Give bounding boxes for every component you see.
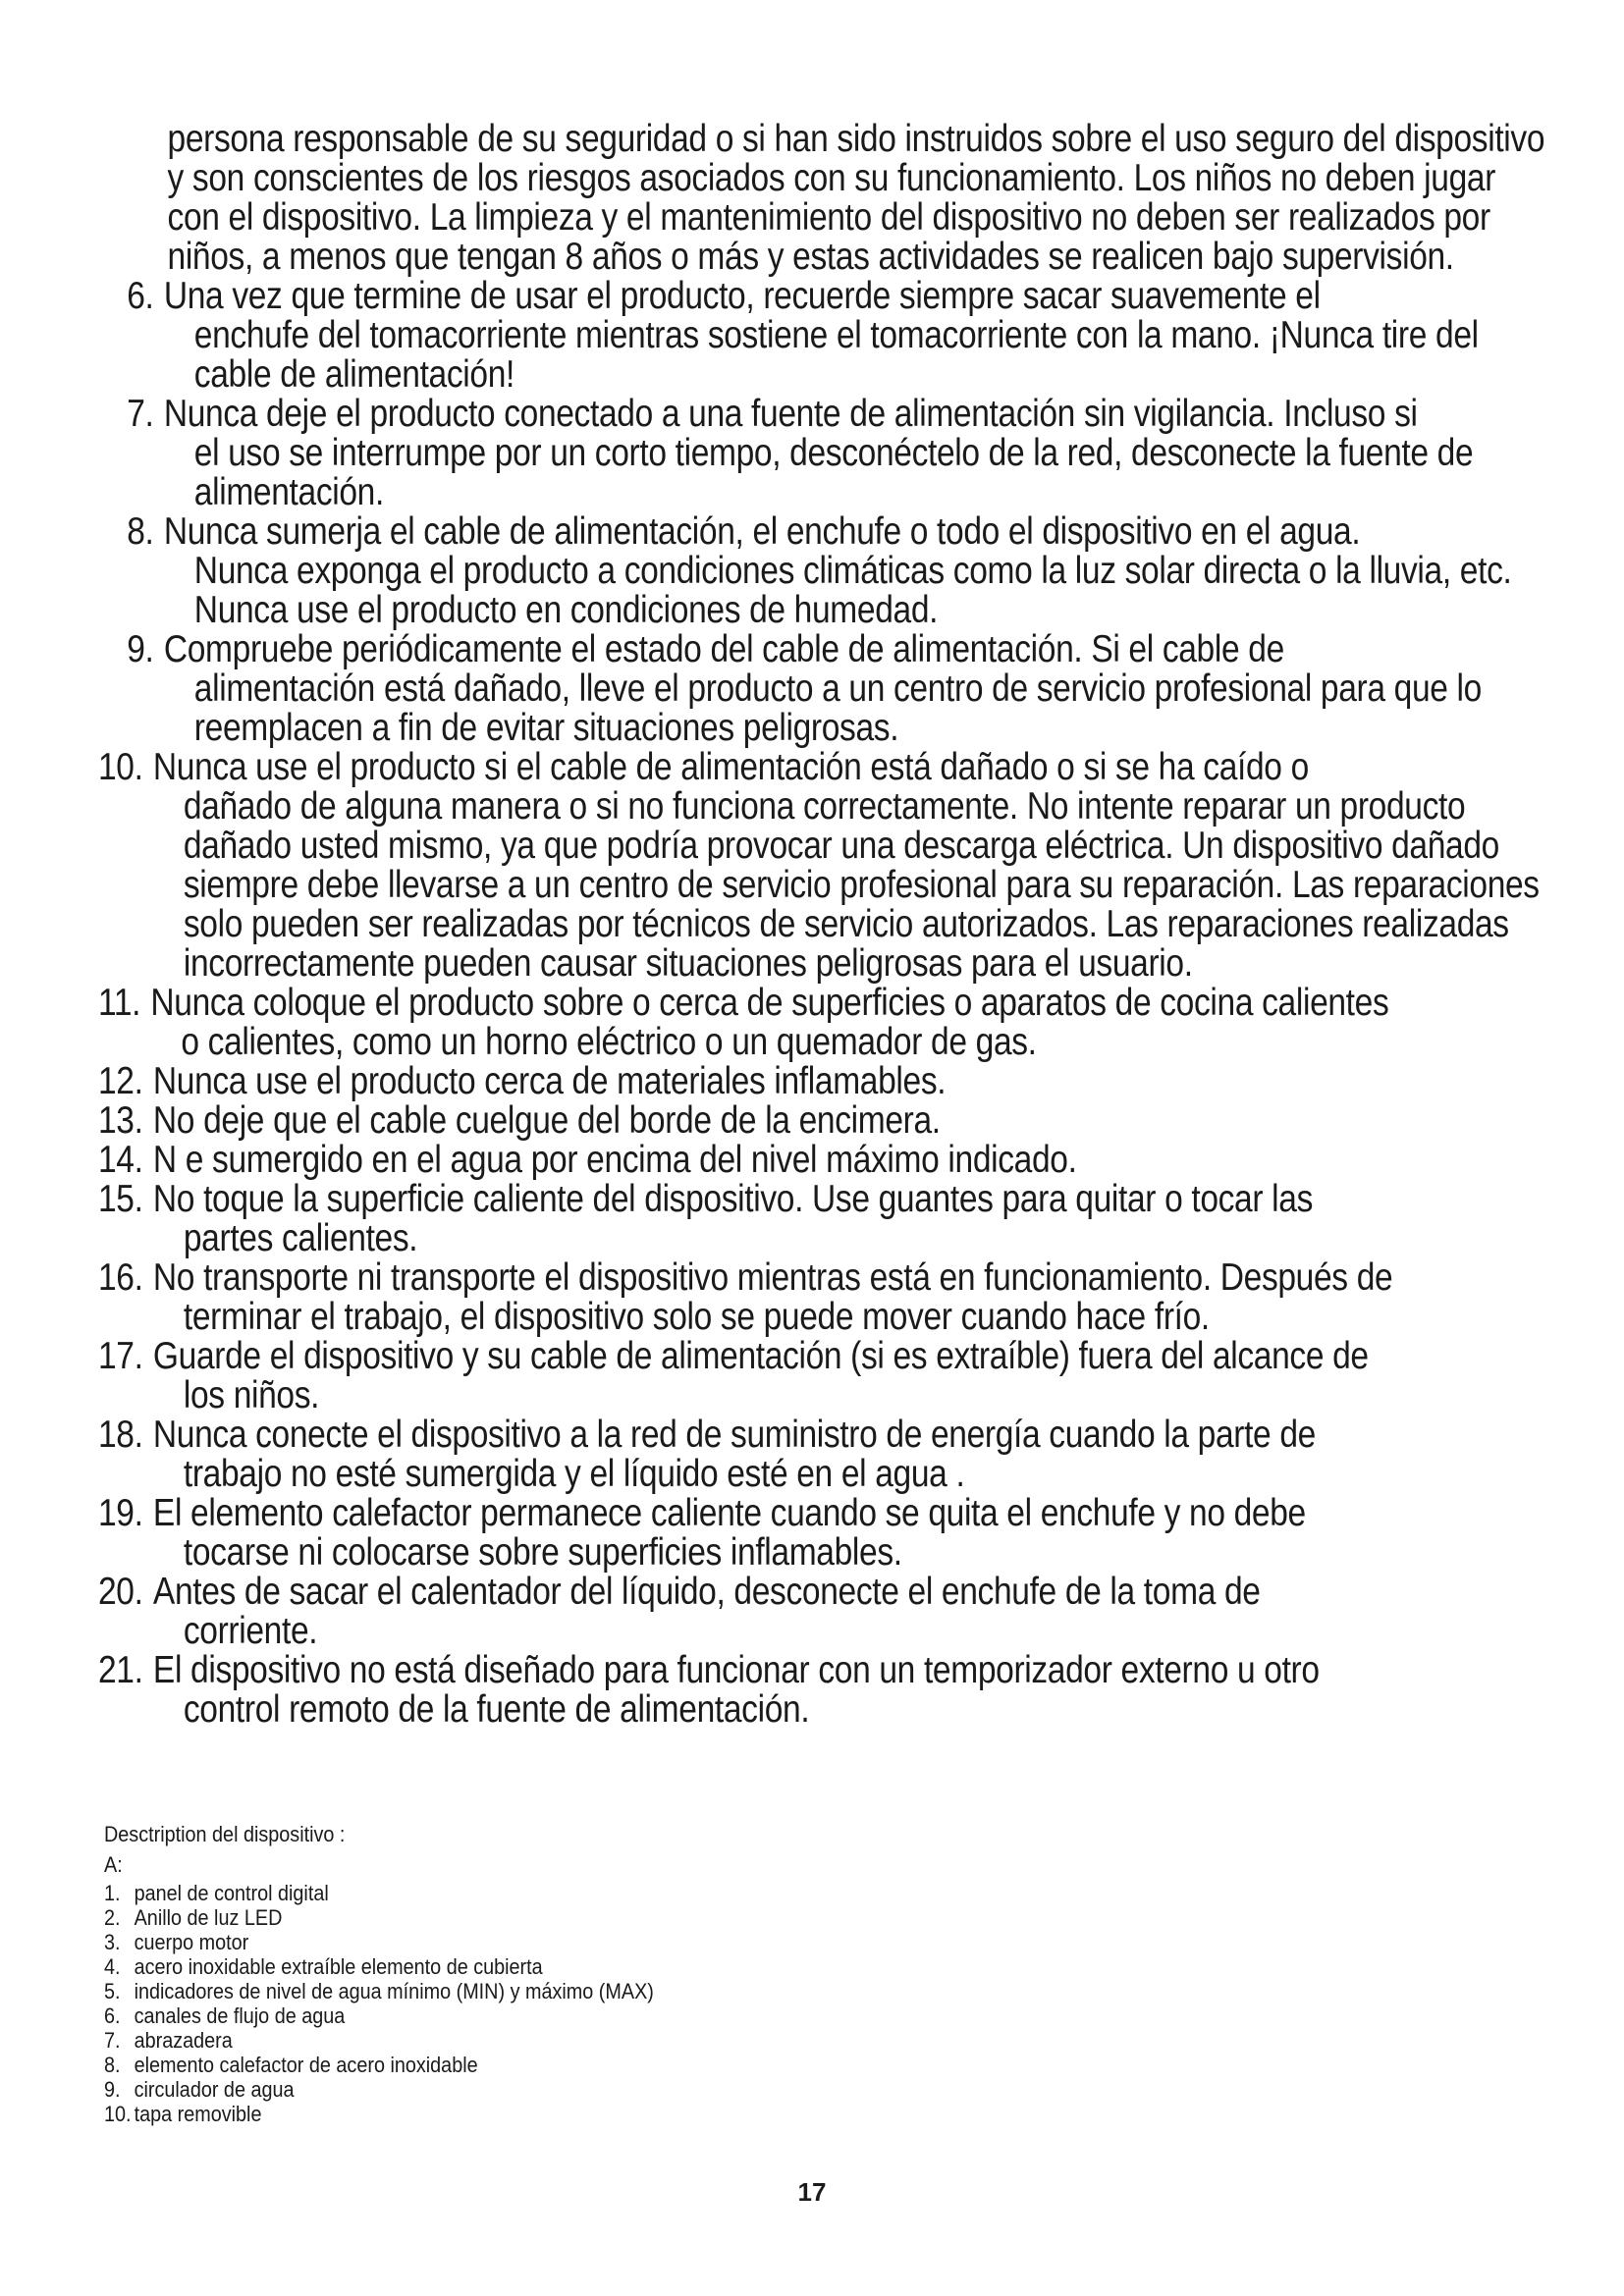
part-list-item (104, 2003, 654, 2028)
part-label: tapa removible (134, 2102, 262, 2126)
instruction-first-line: El dispositivo no está diseñado para funcionar con un temporizador externo u otro (152, 1649, 1320, 1691)
instruction-number: 13. (98, 1099, 143, 1142)
instruction-text (153, 1180, 1550, 1258)
part-label: cuerpo motor (134, 1930, 249, 1954)
instruction-first-line: Guarde el dispositivo y su cable de alimentación (si es extraíble) fuera del alcance de (152, 1335, 1369, 1377)
instruction-text (153, 1651, 1550, 1730)
part-list-item (104, 1881, 654, 1905)
instruction-number: 9. (127, 628, 154, 670)
instruction-number: 8. (127, 510, 154, 553)
instruction-text (153, 1415, 1550, 1494)
instruction-first-line: No transporte ni transporte el dispositivo mientras está en funcionamiento. Después de (152, 1256, 1393, 1299)
instruction-item (98, 512, 1550, 630)
page-number: 17 (797, 2177, 827, 2207)
instruction-number: 20. (98, 1571, 143, 1613)
instruction-item (98, 1062, 1550, 1101)
instruction-continuation: alimentación está dañado, lleve el producto a un centro de servicio profesional para que lo reemplacen a fin de evitar situaciones peligrosas. (193, 667, 1482, 749)
instruction-first-line: Nunca use el producto cerca de materiales inflamables. (152, 1060, 947, 1102)
part-list-item (104, 2028, 654, 2053)
instruction-first-line: Nunca sumerja el cable de alimentación, el enchufe o todo el dispositivo en el agua. (163, 510, 1361, 553)
instruction-item (98, 1494, 1550, 1573)
instruction-item (98, 984, 1550, 1062)
part-number: 8. (104, 2053, 121, 2077)
instruction-text (153, 1573, 1550, 1651)
part-label: acero inoxidable extraíble elemento de cubierta (134, 1954, 543, 1979)
instruction-continuation: control remoto de la fuente de alimentación. (183, 1688, 810, 1731)
part-number: 6. (104, 2003, 121, 2028)
instruction-number: 10. (98, 746, 143, 788)
part-label: canales de flujo de agua (134, 2003, 346, 2028)
part-number: 9. (104, 2077, 121, 2102)
instruction-first-line: El elemento calefactor permanece caliente cuando se quita el enchufe y no debe (152, 1492, 1306, 1534)
instruction-text (153, 1101, 1550, 1141)
instruction-continuation: Nunca exponga el producto a condiciones climáticas como la luz solar directa o la lluvia, etc. Nunca use el producto en condiciones de humedad. (193, 550, 1512, 631)
instruction-first-line: No deje que el cable cuelgue del borde de la encimera. (152, 1099, 941, 1142)
instruction-number: 19. (98, 1492, 143, 1534)
instruction-continuation: enchufe del tomacorriente mientras sostiene el tomacorriente con la mano. ¡Nunca tire del cable de alimentación! (193, 314, 1479, 396)
instruction-continuation: el uso se interrumpe por un corto tiempo, desconéctelo de la red, desconecte la fuente de alimentación. (193, 432, 1474, 513)
instruction-first-line: Nunca coloque el producto sobre o cerca de superficies o aparatos de cocina calientes (150, 982, 1389, 1024)
instruction-text (153, 1337, 1550, 1415)
part-label: indicadores de nivel de agua mínimo (MIN) y máximo (MAX) (134, 1979, 654, 2003)
instruction-continuation: trabajo no esté sumergida y el líquido esté en el agua . (183, 1453, 965, 1495)
instruction-list (98, 277, 1550, 1730)
instruction-number: 6. (127, 275, 154, 317)
instruction-first-line: No toque la superficie caliente del dispositivo. Use guantes para quitar o tocar las (152, 1178, 1314, 1220)
instruction-number: 11. (98, 982, 141, 1024)
part-list-item (104, 1979, 654, 2003)
instruction-number: 14. (98, 1139, 143, 1181)
part-number: 2. (104, 1905, 121, 1930)
instruction-first-line: N e sumergido en el agua por encima del nivel máximo indicado. (152, 1139, 1077, 1181)
instruction-number: 16. (98, 1256, 143, 1299)
instruction-first-line: Nunca deje el producto conectado a una fuente de alimentación sin vigilancia. Incluso si (163, 393, 1418, 435)
instruction-item (98, 1337, 1550, 1415)
instruction-continuation: terminar el trabajo, el dispositivo solo se puede mover cuando hace frío. (183, 1296, 1210, 1338)
description-title: Desctription del dispositivo : (104, 1822, 346, 1846)
instruction-item (98, 1101, 1550, 1141)
instruction-continuation: o calientes, como un horno eléctrico o un quemador de gas. (181, 1021, 1037, 1063)
instruction-item (98, 395, 1550, 512)
instruction-text (164, 630, 1550, 748)
instruction-number: 18. (98, 1414, 143, 1456)
part-label: circulador de agua (134, 2077, 295, 2102)
part-label: elemento calefactor de acero inoxidable (134, 2053, 478, 2077)
instruction-item (98, 1258, 1550, 1337)
safety-instructions (98, 120, 1550, 1730)
instruction-first-line: Nunca use el producto si el cable de alimentación está dañado o si se ha caído o (152, 746, 1309, 788)
parts-list (104, 1881, 654, 2126)
instruction-text (164, 395, 1550, 512)
instruction-item (98, 748, 1550, 984)
part-number: 5. (104, 1979, 121, 2003)
instruction-text (153, 1258, 1550, 1337)
instruction-first-line: Una vez que termine de usar el producto, recuerde siempre sacar suavemente el (163, 275, 1321, 317)
instruction-continuation: dañado de alguna manera o si no funciona correctamente. No intente reparar un producto dañado usted mismo, ya que podría provocar una descarga eléctrica. Un dispositivo dañado siempre debe llevarse a un centro de servicio profesional para su reparación. Las reparaciones solo pueden ser realizadas por técnicos de servicio autorizados. Las reparaciones realizadas incorrectamente pueden causar situaciones peligrosas para el usuario. (183, 785, 1540, 985)
part-number: 4. (104, 1954, 121, 1979)
part-label: abrazadera (134, 2028, 233, 2053)
device-description (104, 1822, 654, 2126)
instruction-item (98, 277, 1550, 395)
part-list-item (104, 2102, 654, 2126)
instruction-text (164, 277, 1550, 395)
instruction-first-line: Antes de sacar el calentador del líquido, desconecte el enchufe de la toma de (152, 1571, 1261, 1613)
part-list-item (104, 1905, 654, 1930)
instruction-text (150, 984, 1550, 1062)
instruction-item (98, 1141, 1550, 1180)
instruction-first-line: Nunca conecte el dispositivo a la red de suministro de energía cuando la parte de (152, 1414, 1316, 1456)
instruction-continuation: los niños. (183, 1374, 320, 1416)
instruction-item (98, 1573, 1550, 1651)
instruction-item (98, 630, 1550, 748)
instruction-number: 21. (98, 1649, 143, 1691)
part-list-item (104, 2053, 654, 2077)
part-number: 1. (104, 1881, 121, 1905)
instruction-text (153, 748, 1550, 984)
intro-paragraph: persona responsable de su seguridad o si han sido instruidos sobre el uso seguro del dispositivo y son conscientes de los riesgos asociados con su funcionamiento. Los niños no deben jugar con el dispositivo. La limpieza y el mantenimiento del dispositivo no deben ser realizados por niños, a menos que tengan 8 años o más y estas actividades se realicen bajo supervisión. (167, 118, 1545, 278)
part-list-item (104, 2077, 654, 2102)
part-number: 7. (104, 2028, 121, 2053)
instruction-continuation: tocarse ni colocarse sobre superficies inflamables. (183, 1531, 902, 1574)
instruction-number: 17. (98, 1335, 143, 1377)
instruction-continuation: corriente. (183, 1610, 318, 1652)
description-section-label: A: (104, 1852, 123, 1877)
instruction-text (164, 512, 1550, 630)
instruction-continuation: partes calientes. (183, 1217, 418, 1259)
instruction-text (153, 1062, 1550, 1101)
instruction-number: 15. (98, 1178, 143, 1220)
instruction-item (98, 1180, 1550, 1258)
part-label: Anillo de luz LED (134, 1905, 283, 1930)
part-number: 10. (104, 2102, 132, 2126)
instruction-text (153, 1141, 1550, 1180)
instruction-text (153, 1494, 1550, 1573)
part-list-item (104, 1930, 654, 1954)
instruction-number: 12. (98, 1060, 143, 1102)
instruction-first-line: Compruebe periódicamente el estado del cable de alimentación. Si el cable de (163, 628, 1284, 670)
instruction-item (98, 1651, 1550, 1730)
instruction-number: 7. (127, 393, 154, 435)
part-number: 3. (104, 1930, 121, 1954)
part-list-item (104, 1954, 654, 1979)
instruction-item (98, 1415, 1550, 1494)
part-label: panel de control digital (134, 1881, 329, 1905)
